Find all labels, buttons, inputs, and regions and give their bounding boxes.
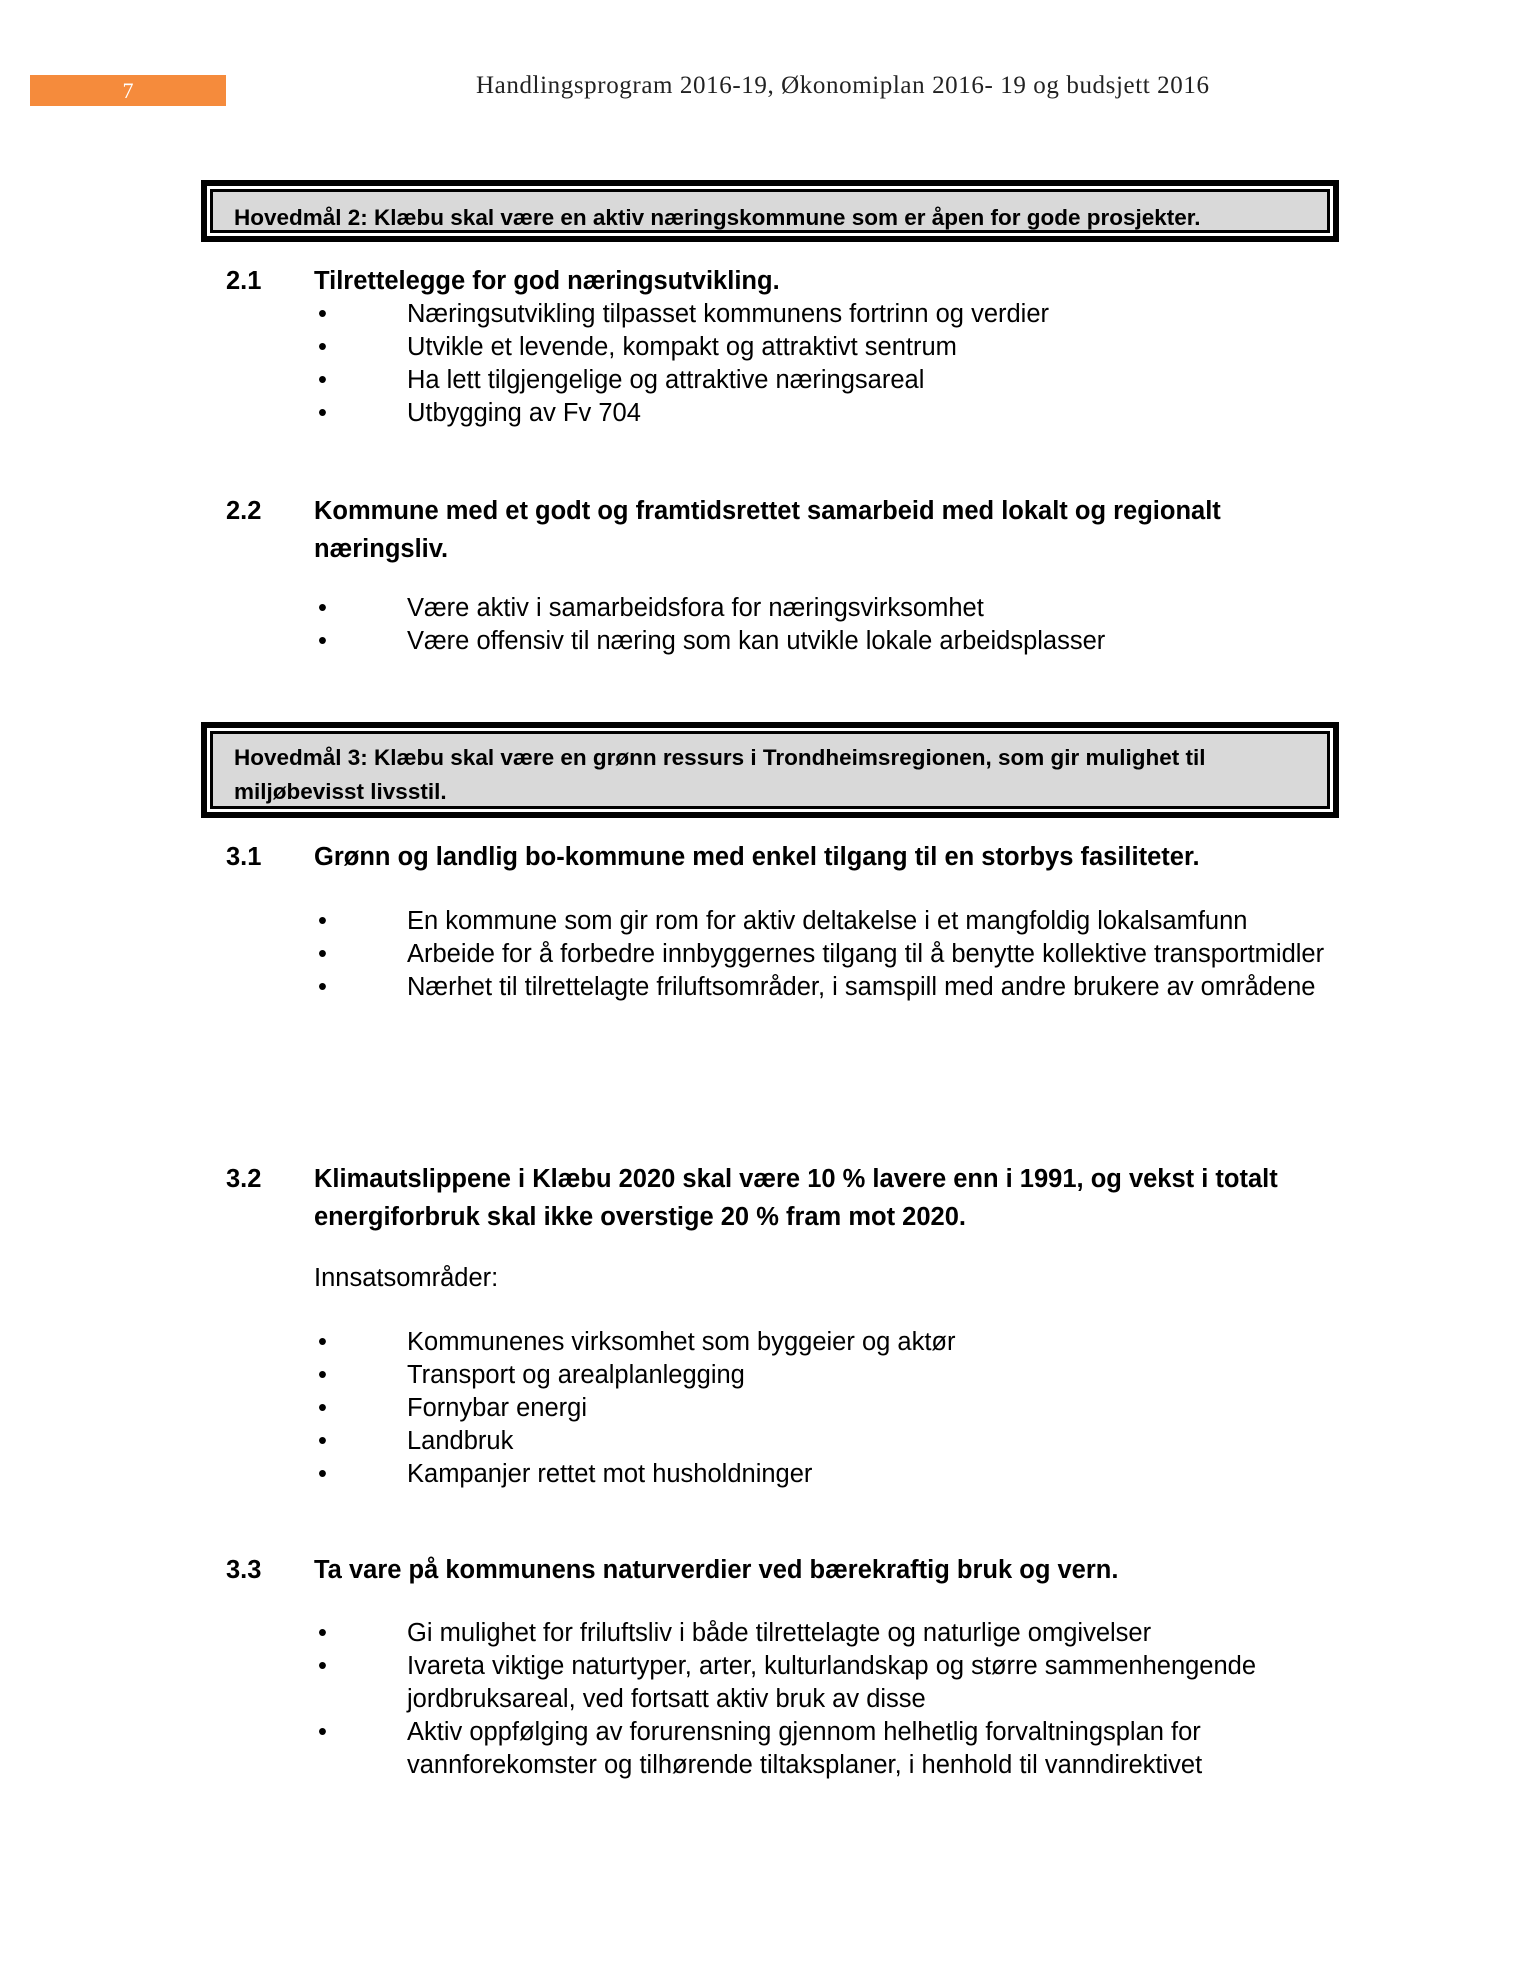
section-3-2-intro: Innsatsområder: [314,1264,499,1292]
list-item: • Kommunenes virksomhet som byggeier og aktør [318,1328,956,1356]
list-item: • Nærhet til tilrettelagte friluftsområder, i samspill med andre brukere av områdene [318,973,1316,1001]
goal-3-title: Hovedmål 3: Klæbu skal være en grønn ressurs i Trondheimsregionen, som gir mulighet til miljøbevisst livsstil. [210,731,1330,809]
running-header: Handlingsprogram 2016-19, Økonomiplan 2016- 19 og budsjett 2016 [476,72,1210,99]
section-2-1-title: Tilrettelegge for god næringsutvikling. [314,267,780,295]
list-item: • Fornybar energi [318,1394,588,1422]
list-item: • Være aktiv i samarbeidsfora for næringsvirksomhet [318,594,984,622]
list-item: • Ivareta viktige naturtyper, arter, kulturlandskap og større sammenhengende jordbruksareal, ved fortsatt aktiv bruk av disse [318,1652,1257,1713]
list-item: • Ha lett tilgjengelige og attraktive næringsareal [318,366,925,394]
list-item: • Aktiv oppfølging av forurensning gjennom helhetlig forvaltningsplan for vannforekomster og tilhørende tiltaksplaner, i henhold til vanndirektivet [318,1718,1203,1779]
list-item: • Utvikle et levende, kompakt og attraktivt sentrum [318,333,957,361]
section-3-2-list [314,1326,1334,1491]
section-3-3-title: Ta vare på kommunens naturverdier ved bærekraftig bruk og vern. [314,1556,1119,1584]
section-2-2-title: Kommune med et godt og framtidsrettet samarbeid med lokalt og regionalt næringsliv. [314,497,1221,563]
list-item: • Arbeide for å forbedre innbyggernes tilgang til å benytte kollektive transportmidler [318,940,1325,968]
list-item: • Transport og arealplanlegging [318,1361,745,1389]
list-item: • Utbygging av Fv 704 [318,399,641,427]
list-item: • Landbruk [318,1427,514,1455]
list-item: • Gi mulighet for friluftsliv i både tilrettelagte og naturlige omgivelser [318,1619,1152,1647]
section-3-1-title: Grønn og landlig bo-kommune med enkel tilgang til en storbys fasiliteter. [314,843,1200,871]
list-item: • Være offensiv til næring som kan utvikle lokale arbeidsplasser [318,627,1106,655]
goal-3-box [201,722,1339,818]
section-3-1-list [314,905,1334,1004]
page-number: 7 [122,78,134,103]
section-3-1-number: 3.1 [226,843,262,871]
goal-2-title: Hovedmål 2: Klæbu skal være en aktiv næringskommune som er åpen for gode prosjekter. [210,189,1330,233]
list-item: • Næringsutvikling tilpasset kommunens fortrinn og verdier [318,300,1050,328]
section-2-2-number: 2.2 [226,497,262,525]
goal-2-box [201,180,1339,242]
page-number-tab [30,75,226,106]
section-3-3-number: 3.3 [226,1556,262,1584]
list-item: • Kampanjer rettet mot husholdninger [318,1460,813,1488]
section-3-3-list [314,1617,1334,1782]
section-2-1-number: 2.1 [226,267,262,295]
section-3-2-title: Klimautslippene i Klæbu 2020 skal være 10 % lavere enn i 1991, og vekst i totalt energiforbruk skal ikke overstige 20 % fram mot 2020. [314,1165,1278,1231]
section-2-2-list [314,592,1334,658]
list-item: • En kommune som gir rom for aktiv deltakelse i et mangfoldig lokalsamfunn [318,907,1248,935]
section-2-1-list [314,298,1334,430]
section-3-2-number: 3.2 [226,1165,262,1193]
